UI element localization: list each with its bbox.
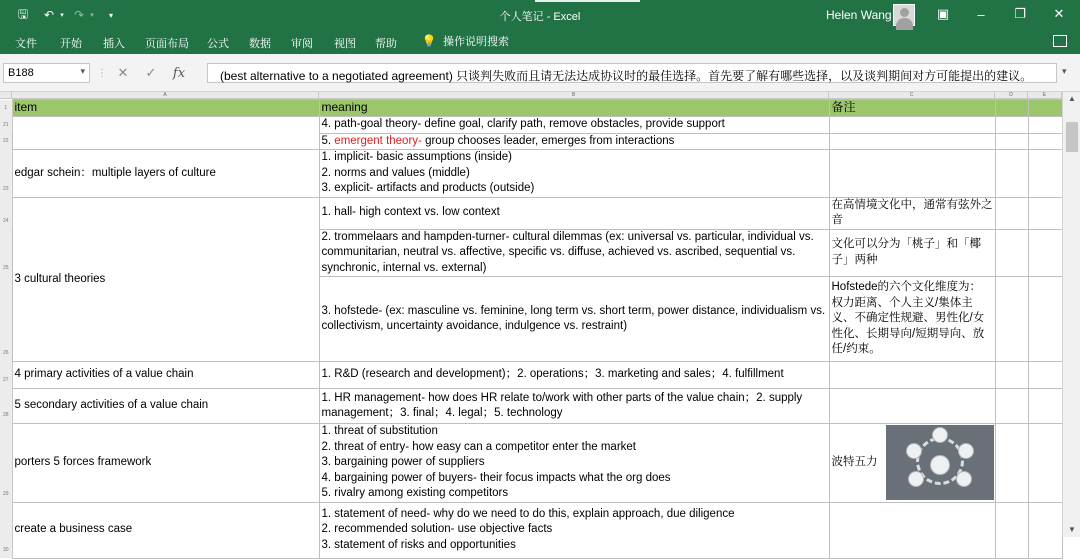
save-icon[interactable]: 🖫 [17, 6, 29, 21]
meaning-cell[interactable] [319, 424, 829, 503]
empty-cell[interactable] [1028, 133, 1062, 150]
note-cell[interactable] [829, 133, 995, 150]
tell-me-search[interactable] [422, 33, 509, 49]
tab-file[interactable]: 文件 [15, 38, 37, 50]
meaning-text: 5. [321, 134, 335, 147]
tab-review[interactable]: 审阅 [291, 38, 313, 50]
avatar[interactable] [893, 4, 915, 26]
empty-cell[interactable] [995, 197, 1028, 229]
empty-cell[interactable] [1028, 424, 1062, 503]
note-text: 波特五力 [831, 456, 878, 468]
meaning-text: 2. norms and values (middle) [321, 166, 470, 179]
empty-cell[interactable] [1028, 502, 1062, 558]
tab-insert[interactable]: 插入 [103, 38, 125, 50]
empty-cell[interactable] [1028, 150, 1062, 198]
formula-bar [0, 54, 1080, 92]
note-cell[interactable] [829, 389, 995, 424]
note-cell[interactable]: 文化可以分为「桃子」和「椰子」两种 [829, 229, 995, 277]
empty-cell[interactable] [995, 389, 1028, 424]
diagram-node [930, 455, 950, 475]
chevron-down-icon[interactable]: ▾ [80, 66, 85, 76]
meaning-text: 1. hall- high context vs. low context [321, 206, 500, 219]
column-header-d[interactable]: D [995, 92, 1028, 99]
meaning-text: 1. R&D (research and development)；2. operations；3. marketing and sales；4. fulfillment [321, 368, 784, 381]
empty-cell[interactable] [995, 277, 1028, 362]
table-row [0, 424, 1062, 503]
row-number[interactable]: 1 [0, 100, 12, 117]
meaning-text: 1. HR management- how does HR relate to/work with other parts of the value chain；2. supply management；3. final；4. legal；5. technology [321, 391, 803, 419]
empty-cell[interactable] [995, 424, 1028, 503]
meaning-text: 3. explicit- artifacts and products (outside) [321, 182, 535, 194]
meaning-cell[interactable] [319, 502, 829, 558]
meaning-cell[interactable] [319, 277, 829, 362]
meaning-text: 1. threat of substitution [321, 425, 438, 437]
empty-cell[interactable] [995, 117, 1028, 134]
minimize-icon[interactable]: – [977, 6, 985, 22]
enter-icon[interactable]: ✓ [145, 65, 157, 80]
meaning-text: 3. hofstede- (ex: masculine vs. feminine, long term vs. short term, power distance, individualism vs. collectivism, uncertainty avoidance, indulgence vs. restraint) [321, 304, 826, 332]
item-cell[interactable]: create a business case [12, 502, 319, 558]
table-row [0, 197, 1062, 229]
item-cell[interactable]: edgar schein：multiple layers of culture [12, 150, 319, 198]
lightbulb-icon: 💡 [421, 34, 437, 48]
header-note-cell[interactable]: 备注 [829, 100, 995, 117]
item-cell[interactable]: 4 primary activities of a value chain [12, 362, 319, 389]
item-cell[interactable]: 5 secondary activities of a value chain [12, 389, 319, 424]
expand-formula-bar-icon[interactable]: ▾ [1062, 66, 1067, 76]
meaning-cell[interactable] [319, 197, 829, 229]
customize-qat-icon[interactable]: ▾ [108, 10, 113, 20]
cancel-icon[interactable]: ✕ [117, 65, 129, 80]
meaning-text: 5. rivalry among existing competitors [321, 487, 509, 499]
empty-cell[interactable] [1028, 117, 1062, 134]
note-cell[interactable]: Hofstede的六个文化维度为：权力距离、个人主义/集体主义、不确定性规避、男性化/女性化、长期导向/短期导向、放任/约束。 [829, 277, 995, 362]
empty-cell[interactable] [995, 362, 1028, 389]
column-header-e[interactable]: E [1028, 92, 1062, 99]
meaning-text: 1. implicit- basic assumptions (inside) [321, 151, 512, 163]
item-cell[interactable]: 3 cultural theories [12, 197, 319, 362]
meaning-text: 2. trommelaars and hampden-turner- cultural dilemmas (ex: universal vs. particular, individual vs. communitarian, neutral vs. affective, specific vs. diffuse, achieved vs. ascribed, sequential vs. synchronic, internal vs. external) [321, 230, 814, 274]
header-empty-cell[interactable] [1028, 100, 1062, 117]
name-box-value: B188 [8, 67, 34, 79]
tab-data[interactable]: 数据 [249, 38, 271, 50]
redo-icon[interactable]: ↷ [73, 8, 85, 22]
tab-help[interactable]: 帮助 [375, 38, 397, 50]
undo-icon[interactable]: ↶ [43, 8, 55, 22]
row-number[interactable]: 25 [0, 229, 12, 277]
diagram-node [958, 443, 974, 459]
more-icon: ⋮ [97, 67, 107, 79]
diagram-node [932, 427, 948, 443]
empty-cell[interactable] [995, 502, 1028, 558]
note-cell[interactable] [829, 362, 995, 389]
tab-view[interactable]: 视图 [334, 38, 356, 50]
empty-cell[interactable] [1028, 389, 1062, 424]
meaning-cell[interactable] [319, 229, 829, 277]
select-all-corner[interactable] [0, 92, 12, 99]
note-cell[interactable] [829, 502, 995, 558]
meaning-cell[interactable] [319, 117, 829, 134]
note-cell[interactable]: 在高情境文化中，通常有弦外之音 [829, 197, 995, 229]
meaning-text: group chooses leader, emerges from interactions [421, 134, 675, 147]
meaning-text: 3. bargaining power of suppliers [321, 456, 485, 468]
note-cell[interactable] [829, 424, 995, 503]
meaning-cell[interactable] [319, 150, 829, 198]
empty-cell[interactable] [995, 150, 1028, 198]
note-cell-content [830, 425, 995, 500]
note-cell[interactable] [829, 150, 995, 198]
user-name[interactable]: Helen Wang [826, 8, 892, 22]
diagram-node [906, 443, 922, 459]
row-number[interactable]: 23 [0, 150, 12, 198]
diagram-node [956, 471, 972, 487]
empty-cell[interactable] [995, 229, 1028, 277]
row-number[interactable]: 26 [0, 277, 12, 362]
item-cell[interactable]: porters 5 forces framework [12, 424, 319, 503]
meaning-text: 4. bargaining power of buyers- their focus impacts what the org does [321, 471, 671, 484]
name-box[interactable] [3, 63, 90, 83]
five-forces-diagram-image[interactable] [886, 425, 994, 500]
diagram-node [908, 471, 924, 487]
row-number[interactable]: 22 [0, 133, 12, 150]
row-number[interactable]: 29 [0, 424, 12, 503]
title-accent [535, 0, 640, 2]
ribbon-display-icon[interactable]: ▣ [936, 6, 950, 21]
meaning-cell[interactable] [319, 389, 829, 424]
note-cell[interactable] [829, 117, 995, 134]
empty-cell[interactable] [1028, 229, 1062, 277]
header-item-cell[interactable]: item [12, 100, 319, 117]
undo-dropdown-icon[interactable]: ▾ [60, 12, 64, 19]
row-number[interactable]: 21 [0, 117, 12, 134]
close-icon[interactable]: ✕ [1053, 6, 1065, 21]
tab-home[interactable]: 开始 [60, 38, 82, 50]
table-row [0, 150, 1062, 198]
title-bar [0, 0, 1080, 30]
empty-cell[interactable] [1028, 362, 1062, 389]
formula-input[interactable]: (best alternative to a negotiated agreement) 只谈判失败而且请无法达成协议时的最佳选择。首先要了解有哪些选择，以及谈判期间对方可能提出的建议。 [207, 63, 1057, 83]
meaning-cell[interactable] [319, 362, 829, 389]
meaning-cell[interactable] [319, 133, 829, 150]
column-header-b[interactable]: B [319, 92, 829, 99]
tab-formulas[interactable]: 公式 [207, 38, 229, 50]
scroll-up-icon[interactable]: ▲ [1068, 94, 1076, 103]
table-row [0, 389, 1062, 424]
scroll-thumb[interactable] [1066, 122, 1078, 152]
table-row [0, 362, 1062, 389]
redo-dropdown-icon[interactable]: ▾ [90, 12, 94, 19]
item-cell[interactable] [12, 117, 319, 150]
empty-cell[interactable] [1028, 277, 1062, 362]
vertical-scrollbar[interactable] [1062, 92, 1080, 537]
meaning-text: 2. recommended solution- use objective facts [321, 523, 553, 536]
meaning-text: 4. path-goal theory- define goal, clarify path, remove obstacles, provide support [321, 118, 725, 130]
meaning-text: 3. statement of risks and opportunities [321, 538, 516, 551]
header-empty-cell[interactable] [995, 100, 1028, 117]
comments-icon[interactable] [1053, 35, 1067, 47]
table-row [0, 117, 1062, 134]
empty-cell[interactable] [995, 133, 1028, 150]
tell-me-label: 操作说明搜索 [443, 36, 509, 48]
tab-page-layout[interactable]: 页面布局 [145, 38, 189, 50]
formula-tools [95, 63, 193, 83]
column-header-c[interactable]: C [829, 92, 995, 99]
table-row [0, 502, 1062, 558]
row-number[interactable]: 27 [0, 362, 12, 389]
column-headers [0, 92, 1080, 99]
ribbon-tabs [0, 30, 1080, 54]
empty-cell[interactable] [1028, 197, 1062, 229]
row-number[interactable]: 28 [0, 389, 12, 424]
worksheet-grid [0, 99, 1062, 553]
window-title: 个人笔记 - Excel [499, 11, 581, 23]
insert-function-icon[interactable]: fx [172, 65, 186, 81]
header-meaning-cell[interactable]: meaning [319, 100, 829, 117]
restore-icon[interactable]: ❐ [1014, 6, 1026, 21]
highlighted-text: emergent theory- [334, 134, 422, 147]
meaning-text: 2. threat of entry- how easy can a competitor enter the market [321, 440, 636, 453]
header-row [0, 100, 1062, 117]
scroll-down-icon[interactable]: ▼ [1068, 525, 1076, 534]
row-number[interactable]: 30 [0, 502, 12, 558]
meaning-text: 1. statement of need- why do we need to do this, explain approach, due diligence [321, 507, 735, 520]
worksheet-table [0, 99, 1063, 559]
column-header-a[interactable]: A [12, 92, 319, 99]
row-number[interactable]: 24 [0, 197, 12, 229]
